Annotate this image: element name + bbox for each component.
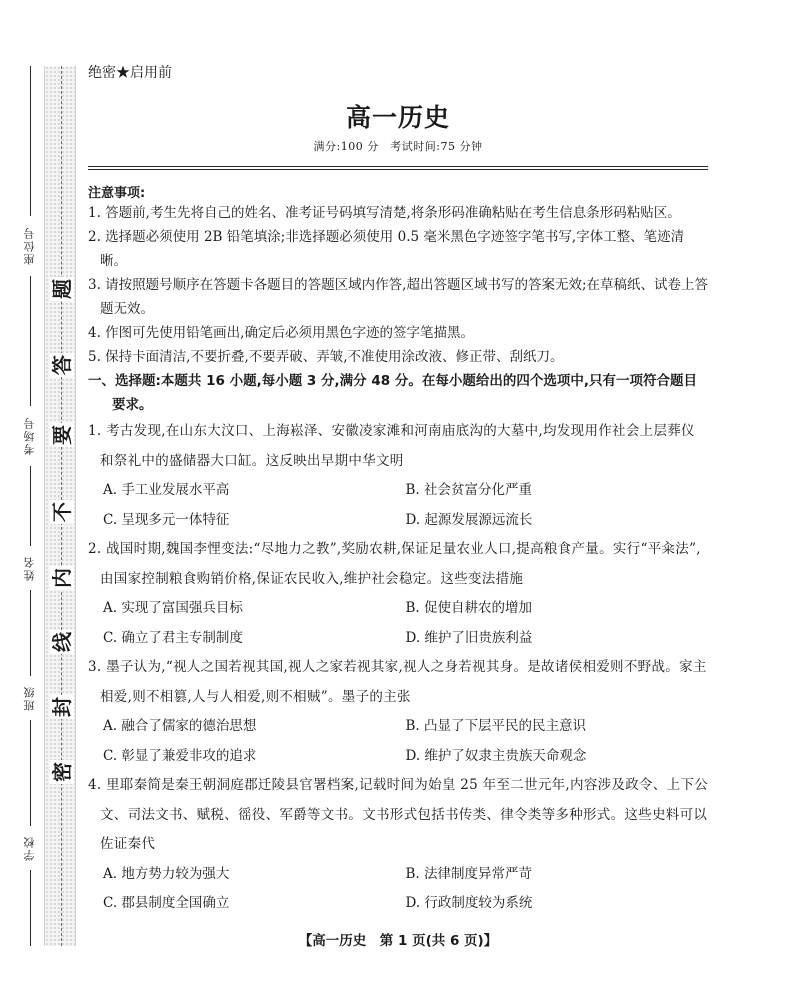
warning-char: 密 bbox=[50, 762, 74, 782]
option-b: B. 法律制度异常严苛 bbox=[405, 865, 533, 882]
notice-title: 注意事项: bbox=[88, 186, 146, 201]
exam-info: 满分:100 分 考试时间:75 分钟 bbox=[313, 140, 483, 153]
options bbox=[88, 860, 708, 919]
option-b: B. 凸显了下层平民的民主意识 bbox=[405, 718, 587, 734]
option-a: A. 融合了儒家的德治思想 bbox=[103, 718, 257, 734]
option-b: B. 社会贫富分化严重 bbox=[405, 482, 533, 498]
fill-line bbox=[30, 66, 31, 946]
question-2 bbox=[88, 535, 708, 653]
question-1 bbox=[88, 417, 708, 535]
notice-item: 2. 选择题必须使用 2B 铅笔填涂;非选择题必须使用 0.5 毫米黑色字迹签字笔书写,字体工整、笔迹清晰。 bbox=[88, 229, 685, 269]
confidential-mark: 绝密★启用前 bbox=[88, 65, 172, 81]
option-c: C. 彰显了兼爱非攻的追求 bbox=[103, 747, 257, 764]
warning-char: 不 bbox=[50, 502, 74, 522]
page-footer: 【高一历史 第 1 页(共 6 页)】 bbox=[298, 933, 498, 949]
option-c: C. 郡县制度全国确立 bbox=[103, 895, 230, 911]
section-heading: 一、选择题:本题共 16 小题,每小题 3 分,满分 48 分。在每小题给出的四个选项中,只有一项符合题目要求。 bbox=[88, 373, 697, 413]
question-3 bbox=[88, 653, 708, 771]
options bbox=[88, 594, 708, 653]
question-stem: 1. 考古发现,在山东大汶口、上海崧泽、安徽凌家滩和河南庙底沟的大墓中,均发现用作社会上层葬仪和祭礼中的盛储器大口缸。这反映出早期中华文明 bbox=[88, 423, 695, 469]
notice-item: 1. 答题前,考生先将自己的姓名、准考证号码填写清楚,将条形码准确粘贴在考生信息条形码粘贴区。 bbox=[88, 205, 681, 221]
double-rule bbox=[88, 166, 708, 170]
warning-char: 答 bbox=[50, 355, 74, 375]
warning-char: 封 bbox=[50, 697, 74, 717]
notice-item: 5. 保持卡面清洁,不要折叠,不要弄破、弄皱,不准使用涂改液、修正带、刮纸刀。 bbox=[88, 349, 564, 365]
candidate-info-column bbox=[18, 66, 42, 946]
warning-char: 线 bbox=[50, 632, 74, 652]
class-field: 班级 bbox=[22, 676, 38, 720]
warning-char: 内 bbox=[50, 568, 74, 588]
name-field: 姓名 bbox=[22, 546, 38, 590]
exam-page bbox=[88, 62, 708, 919]
notice-item: 4. 作图可先使用铅笔画出,确定后必须用黑色字迹的签字笔描黑。 bbox=[88, 325, 474, 341]
option-a: A. 实现了富国强兵目标 bbox=[103, 600, 243, 616]
question-stem: 3. 墨子认为,“视人之国若视其国,视人之家若视其家,视人之身若视其身。是故诸侯相爱则不野战。家主相爱,则不相篡,人与人相爱,则不相贼”。墨子的主张 bbox=[88, 659, 707, 705]
option-d: D. 维护了奴隶主贵族天命观念 bbox=[405, 747, 587, 764]
option-b: B. 促使自耕农的增加 bbox=[405, 600, 533, 616]
option-d: D. 起源发展源远流长 bbox=[405, 511, 533, 528]
option-d: D. 维护了旧贵族利益 bbox=[405, 629, 533, 646]
question-stem: 2. 战国时期,魏国李悝变法:“尽地力之教”,奖励农耕,保证足量农业人口,提高粮食产量。实行“平籴法”,由国家控制粮食购销价格,保证农民收入,维护社会稳定。这些变法措施 bbox=[88, 541, 701, 587]
option-c: C. 呈现多元一体特征 bbox=[103, 511, 230, 528]
seat-number-field: 座位号 bbox=[22, 216, 38, 276]
question-4 bbox=[88, 771, 708, 919]
option-c: C. 确立了君主专制制度 bbox=[103, 629, 243, 646]
options bbox=[88, 712, 708, 771]
page-title: 高一历史 bbox=[345, 103, 450, 132]
school-field: 学校 bbox=[22, 826, 38, 870]
notice-list bbox=[88, 201, 708, 369]
question-stem: 4. 里耶秦简是秦王朝洞庭郡迁陵县官署档案,记载时间为始皇 25 年至二世元年,内容涉及政令、上下公文、司法文书、赋税、徭役、军爵等文书。文书形式包括书传类、律令类等多种形式。这些史料可以佐证秦代 bbox=[88, 777, 709, 852]
exam-room-field: 考场号 bbox=[22, 406, 38, 466]
notice-item: 3. 请按照题号顺序在答题卡各题目的答题区域内作答,超出答题区域书写的答案无效;在草稿纸、试卷上答题无效。 bbox=[88, 277, 709, 317]
options bbox=[88, 476, 708, 535]
warning-char: 要 bbox=[50, 425, 74, 445]
option-a: A. 手工业发展水平高 bbox=[103, 482, 230, 498]
option-d: D. 行政制度较为系统 bbox=[405, 895, 533, 911]
warning-char: 题 bbox=[50, 279, 74, 299]
option-a: A. 地方势力较为强大 bbox=[103, 865, 230, 882]
